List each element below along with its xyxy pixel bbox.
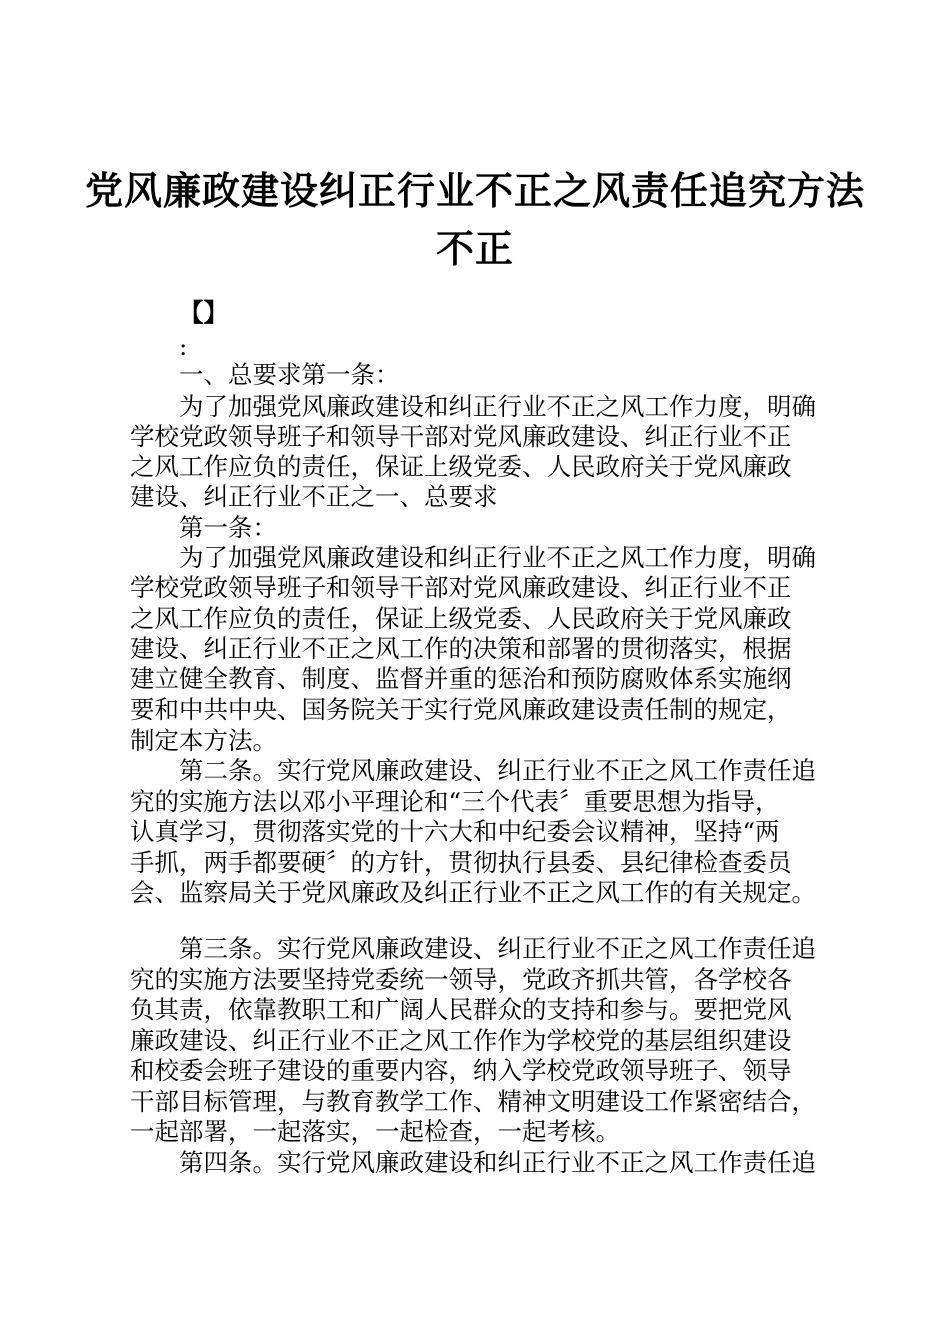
document-title-line-1: 党风廉政建设纠正行业不正之风责任追究方法	[84, 168, 865, 213]
paragraph-line: 干部目标管理，与教育教学工作、精神文明建设工作紧密结合，	[130, 1087, 816, 1116]
paragraph-line: 究的实施方法以邓小平理论和“三个代表〞重要思想为指导，	[130, 787, 780, 816]
paragraph-line: 建立健全教育、制度、监督并重的惩治和预防腐败体系实施纲	[130, 664, 792, 693]
paragraph-line: 之风工作应负的责任，保证上级党委、人民政府关于党风廉政	[130, 452, 792, 481]
paragraph-line: 第三条。实行党风廉政建设、纠正行业不正之风工作责任追	[179, 934, 816, 963]
paragraph-line: 第四条。实行党风廉政建设和纠正行业不正之风工作责任追	[179, 1148, 816, 1177]
paragraph-line: 制定本方法。	[130, 726, 277, 755]
paragraph-line: 第一条：	[179, 513, 277, 542]
paragraph-line: 之风工作应负的责任，保证上级党委、人民政府关于党风廉政	[130, 604, 792, 633]
paragraph-line: 要和中共中央、国务院关于实行党风廉政建设责任制的规定，	[130, 695, 792, 724]
paragraph-line: 负其责，依靠教职工和广阔人民群众的支持和参与。要把党风	[130, 995, 792, 1024]
paragraph-line: 学校党政领导班子和领导干部对党风廉政建设、纠正行业不正	[130, 422, 792, 451]
paragraph-line: 为了加强党风廉政建设和纠正行业不正之风工作力度，明确	[179, 392, 816, 421]
paragraph-line: 和校委会班子建设的重要内容，纳入学校党政领导班子、领导	[130, 1056, 792, 1085]
paragraph-line: 第二条。实行党风廉政建设、纠正行业不正之风工作责任追	[179, 756, 816, 785]
document-title-line-2: 不正	[435, 226, 514, 271]
paragraph-line: 手抓，两手都要硬〞的方针，贯彻执行县委、县纪律检查委员	[130, 848, 792, 877]
paragraph-line: 一起部署，一起落实，一起检查，一起考核。	[130, 1117, 620, 1146]
paragraph-line: 会、监察局关于党风廉政及纠正行业不正之风工作的有关规定。	[130, 878, 816, 907]
paragraph-line: 学校党政领导班子和领导干部对党风廉政建设、纠正行业不正	[130, 573, 792, 602]
paragraph-line: 建设、纠正行业不正之风工作的决策和部署的贯彻落实，根据	[130, 634, 792, 663]
paragraph-line: 建设、纠正行业不正之一、总要求	[130, 482, 498, 511]
paragraph-line: 为了加强党风廉政建设和纠正行业不正之风工作力度，明确	[179, 543, 816, 572]
subtitle-bracket: 【】	[179, 298, 228, 327]
colon-line: :	[179, 332, 188, 361]
paragraph-line: 廉政建设、纠正行业不正之风工作作为学校党的基层组织建设	[130, 1026, 792, 1055]
paragraph-line: 一、总要求第一条：	[179, 360, 400, 389]
paragraph-line: 究的实施方法要坚持党委统一领导，党政齐抓共管，各学校各	[130, 965, 792, 994]
paragraph-line: 认真学习，贯彻落实党的十六大和中纪委会议精神，坚持“两	[130, 817, 780, 846]
